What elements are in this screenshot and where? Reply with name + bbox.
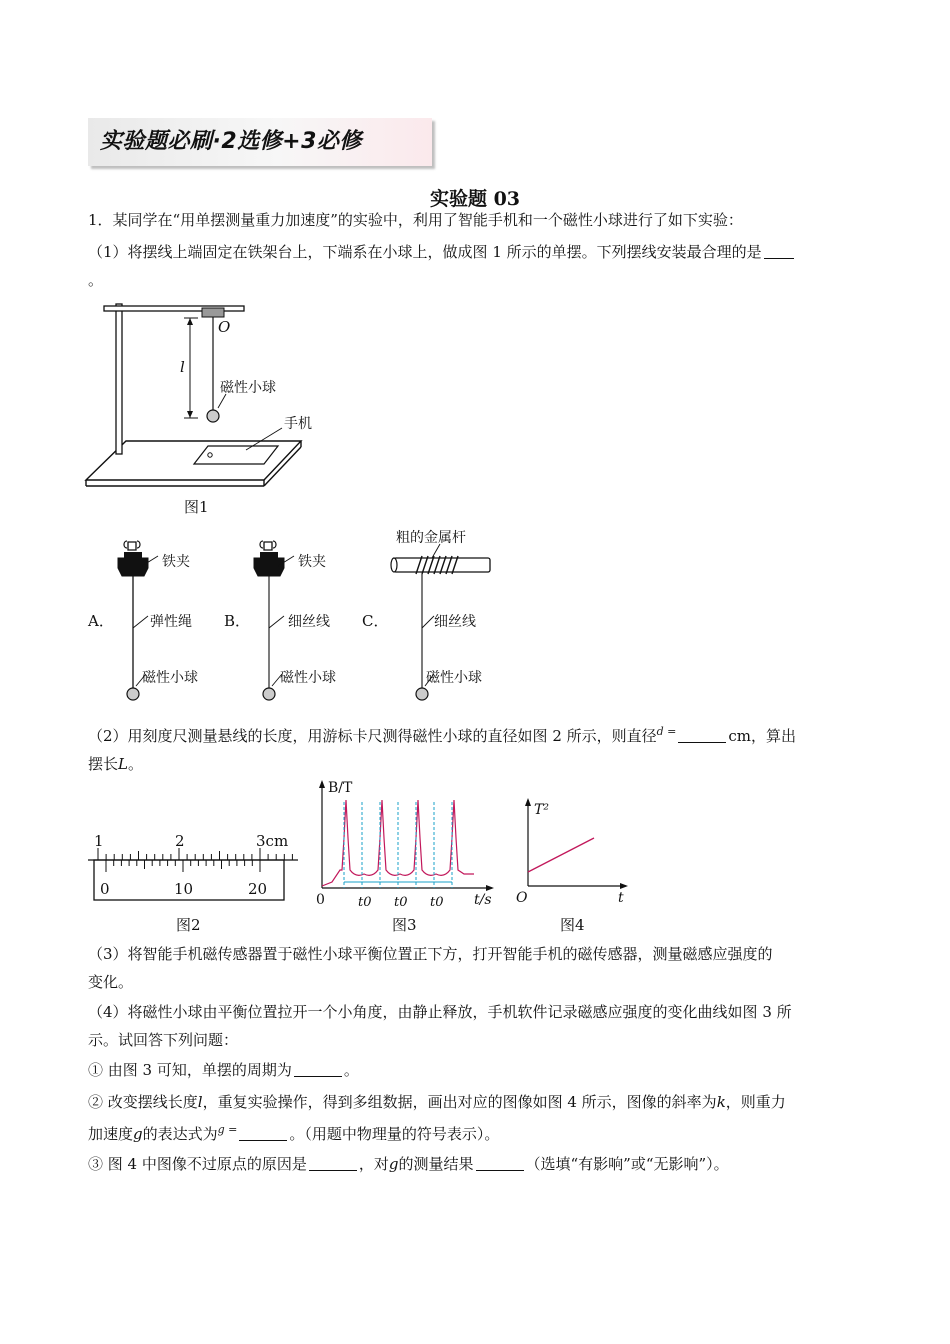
var-L: L: [118, 755, 128, 773]
var-k: k: [716, 1093, 726, 1111]
phone-label: 手机: [284, 416, 312, 432]
answer-blank-g[interactable]: [239, 1124, 287, 1141]
answer-blank-reason[interactable]: [309, 1154, 357, 1171]
figure-2: [88, 830, 298, 906]
option-a-rope: 弹性绳: [150, 614, 192, 630]
q1-part3-text: （3）将智能手机磁传感器置于磁性小球平衡位置正下方，打开智能手机的磁传感器，测量磁感应强度的: [88, 945, 773, 963]
var-g-eq: g =: [217, 1123, 238, 1136]
q1-part1-end: 。: [88, 271, 104, 289]
option-b-clamp: 铁夹: [298, 554, 326, 570]
q1-part3-text-b: 变化。: [88, 973, 134, 991]
clamp: [202, 308, 224, 317]
sub1-end: 。: [343, 1061, 359, 1079]
option-b-letter[interactable]: B．: [224, 612, 251, 630]
q1-part2-end: 。: [127, 755, 143, 773]
figure-4: [514, 794, 634, 906]
option-c-figure: [388, 524, 518, 708]
clamp-icon: [118, 558, 148, 576]
q1-part4: [88, 998, 864, 1054]
t0-label-2: t0: [394, 895, 408, 910]
sub2-text: ② 改变摆线长度: [88, 1093, 198, 1111]
figure-1-caption: 图1: [184, 498, 209, 516]
option-b-figure: [248, 536, 358, 708]
sub3-text-b: ，对: [358, 1155, 389, 1173]
sub2-text-e: 的表达式为: [142, 1125, 218, 1143]
option-c-rope: 细丝线: [434, 614, 476, 630]
sub2-text-d: 加速度: [88, 1125, 134, 1143]
sub2-text-b: ，重复实验操作，得到多组数据，画出对应的图像如图 4 所示，图像的斜率为: [202, 1093, 717, 1111]
answer-blank-period[interactable]: [294, 1060, 342, 1077]
figure-3-caption: 图3: [392, 916, 417, 934]
fig4-ylabel: T²: [534, 802, 549, 818]
stand-pole: [116, 304, 122, 454]
magnetic-ball: [207, 410, 219, 422]
sub-question-1: [88, 1056, 864, 1084]
figure-2-caption: 图2: [176, 916, 201, 934]
ball-label: 磁性小球: [220, 380, 276, 396]
var-d: d =: [656, 725, 677, 738]
var-l: l: [197, 1093, 203, 1111]
fig3-xlabel: t/s: [474, 892, 492, 908]
main-tick-3: 3cm: [256, 832, 289, 850]
option-a-ball: 磁性小球: [142, 670, 198, 686]
pivot-label: O: [218, 318, 231, 336]
figure-3: [312, 778, 502, 914]
section-banner: [88, 118, 432, 166]
fit-line: [528, 838, 594, 872]
option-a-clamp: 铁夹: [162, 554, 190, 570]
sub2-end: 。（用题中物理量的符号表示）。: [289, 1125, 500, 1143]
answer-blank-d[interactable]: [678, 726, 726, 743]
sub3-text: ③ 图 4 中图像不过原点的原因是: [88, 1155, 307, 1173]
option-c-letter[interactable]: C．: [362, 612, 389, 630]
sub3-text-c: 的测量结果: [398, 1155, 474, 1173]
sub3-end: （选填“有影响”或“无影响”）。: [525, 1155, 729, 1173]
phone: [194, 446, 278, 464]
q1-part4-text: （4）将磁性小球由平衡位置拉开一个小角度，由静止释放，手机软件记录磁感应强度的变化曲线如图 3 所: [88, 1003, 792, 1021]
t0-label-1: t0: [358, 895, 372, 910]
main-tick-2: 2: [175, 832, 185, 850]
fig3-origin: 0: [316, 892, 325, 908]
fig4-xlabel: t: [618, 890, 624, 906]
fig4-origin: O: [516, 890, 528, 906]
q1-part2-text: （2）用刻度尺测量悬线的长度，用游标卡尺测得磁性小球的直径如图 2 所示，则直径: [88, 727, 657, 745]
option-b-ball: 磁性小球: [280, 670, 336, 686]
q1-part1: [88, 238, 864, 294]
answer-blank[interactable]: [764, 242, 794, 259]
q1-part2-text-b: cm，算出: [728, 727, 797, 745]
q1-part1-text: （1）将摆线上端固定在铁架台上，下端系在小球上，做成图 1 所示的单摆。下列摆线安装最合理的是: [88, 243, 762, 261]
option-b-rope: 细丝线: [288, 614, 330, 630]
q1-intro: [88, 206, 864, 234]
option-a-letter[interactable]: A．: [88, 612, 114, 630]
figure-4-caption: 图4: [560, 916, 585, 934]
vernier-tick-0: 0: [100, 880, 110, 898]
q1-part3: [88, 940, 864, 996]
banner-text: 实验题必刷·2选修+3必修: [100, 129, 362, 154]
vernier-tick-20: 20: [248, 880, 268, 898]
fig3-ylabel: B/T: [328, 780, 353, 796]
var-g-2: g: [388, 1155, 399, 1173]
vernier-scale: [106, 860, 260, 872]
option-a-figure: [112, 536, 222, 708]
vernier-tick-10: 10: [174, 880, 194, 898]
q1-part2: [88, 718, 864, 778]
q1-part2-text-c: 摆长: [88, 755, 119, 773]
var-g: g: [133, 1125, 143, 1143]
figure-1: [86, 298, 316, 518]
page-title: 实验题 03: [429, 188, 521, 210]
length-label: l: [180, 358, 185, 376]
sub-question-2: [88, 1088, 864, 1148]
t0-label-3: t0: [430, 895, 444, 910]
q1-intro-text: 1．某同学在“用单摆测量重力加速度”的实验中，利用了智能手机和一个磁性小球进行了如下实验：: [88, 211, 743, 229]
sub-question-3: [88, 1150, 864, 1178]
sub2-text-c: ，则重力: [725, 1093, 786, 1111]
answer-blank-effect[interactable]: [476, 1154, 524, 1171]
sub1-text: ① 由图 3 可知，单摆的周期为: [88, 1061, 292, 1079]
clamp-icon: [254, 558, 284, 576]
q1-part4-text-b: 示。试回答下列问题：: [88, 1031, 239, 1049]
option-c-ball: 磁性小球: [426, 670, 482, 686]
main-tick-1: 1: [94, 832, 104, 850]
option-c-rod: 粗的金属杆: [396, 530, 466, 546]
